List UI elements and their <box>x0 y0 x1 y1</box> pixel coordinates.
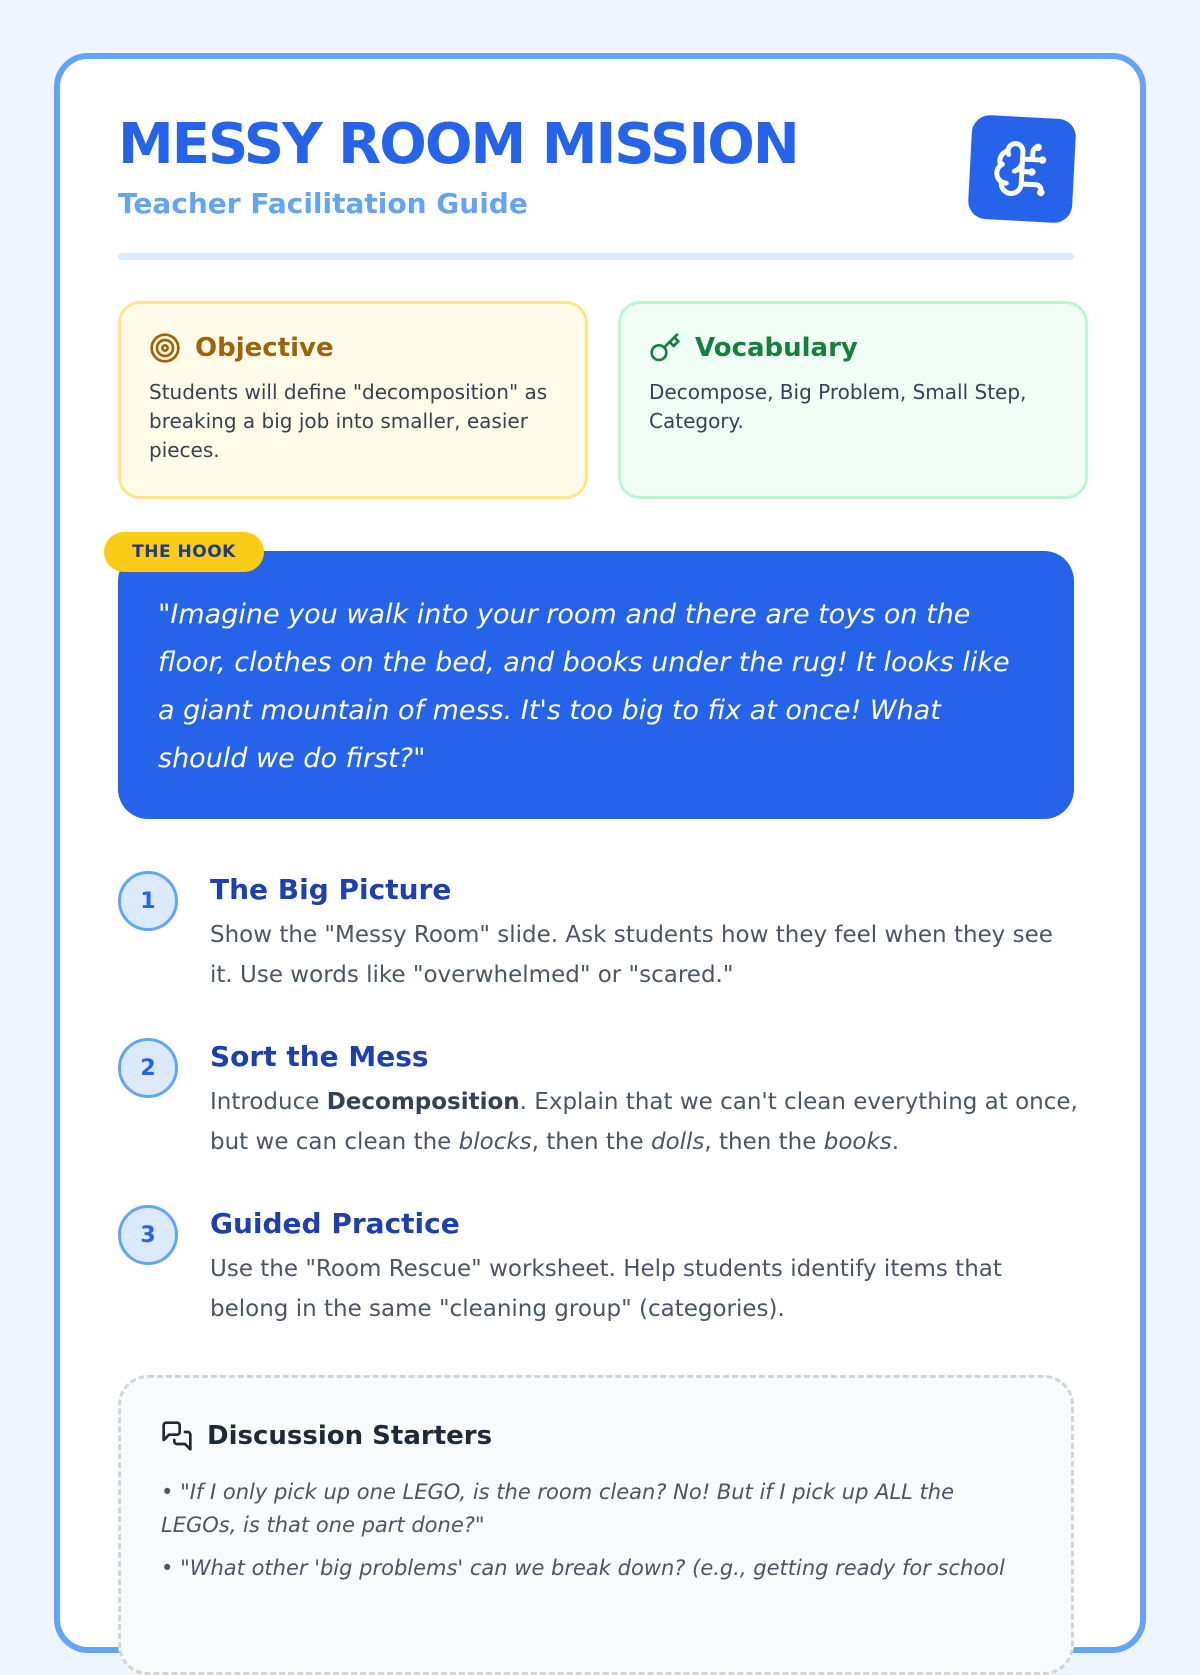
step-number-badge: 3 <box>118 1205 178 1265</box>
page-title: MESSY ROOM MISSION <box>118 112 798 177</box>
hook-quote: "Imagine you walk into your room and there are toys on the floor, clothes on the bed, and books under the rug! It looks like a giant mountain of mess. It's too big to fix at once! What should we do first?" <box>158 599 1010 774</box>
step-desc-bold-term: Decomposition <box>326 1089 520 1115</box>
lesson-card <box>54 53 1146 1653</box>
objective-box <box>118 301 588 499</box>
vocabulary-text: Decompose, Big Problem, Small Step, Category. <box>649 380 1027 433</box>
step-desc-text: . <box>891 1129 900 1155</box>
page-subtitle: Teacher Facilitation Guide <box>118 187 528 220</box>
vocabulary-heading: Vocabulary <box>695 333 858 363</box>
discussion-box <box>118 1375 1074 1675</box>
discussion-header <box>161 1420 1031 1452</box>
objective-heading: Objective <box>195 333 334 363</box>
step-description: Show the "Messy Room" slide. Ask students how they feel when they see it. Use words like "overwhelmed" or "scared." <box>210 922 1053 988</box>
header-divider <box>118 253 1074 260</box>
hook-quote-box <box>118 551 1074 819</box>
vocabulary-box <box>618 301 1088 499</box>
key-icon <box>649 332 681 364</box>
step-desc-text: , then the <box>531 1129 651 1155</box>
step-desc-italic-term: books <box>823 1129 892 1155</box>
step-number-badge: 1 <box>118 871 178 931</box>
discussion-item: • "If I only pick up one LEGO, is the room clean? No! But if I pick up ALL the LEGOs, is that one part done?" <box>161 1476 1031 1542</box>
chat-bubbles-icon <box>161 1420 193 1452</box>
step-title: Guided Practice <box>210 1207 460 1240</box>
step-desc-italic-term: blocks <box>458 1129 532 1155</box>
target-icon <box>149 332 181 364</box>
step-description: Use the "Room Rescue" worksheet. Help students identify items that belong in the same "cleaning group" (categories). <box>210 1256 1002 1322</box>
discussion-item: • "What other 'big problems' can we break down? (e.g., getting ready for school <box>161 1552 1031 1585</box>
step-desc-text: , then the <box>704 1129 824 1155</box>
hook-badge: THE HOOK <box>104 532 264 572</box>
step-desc-italic-term: dolls <box>650 1129 705 1155</box>
objective-header <box>149 332 557 364</box>
step-desc-text: Introduce <box>210 1089 327 1115</box>
objective-text: Students will define "decomposition" as breaking a big job into smaller, easier pieces. <box>149 380 548 462</box>
vocabulary-header <box>649 332 1057 364</box>
logo-tile <box>967 114 1076 223</box>
discussion-list <box>161 1476 1031 1585</box>
step-description <box>210 1082 1080 1162</box>
step-title: The Big Picture <box>210 873 452 906</box>
step-number-badge: 2 <box>118 1038 178 1098</box>
brain-icon <box>990 137 1053 200</box>
step-title: Sort the Mess <box>210 1040 429 1073</box>
discussion-heading: Discussion Starters <box>207 1421 493 1451</box>
step-desc-text: . Explain that we can't clean everything at once, but we can clean the <box>210 1089 1078 1155</box>
